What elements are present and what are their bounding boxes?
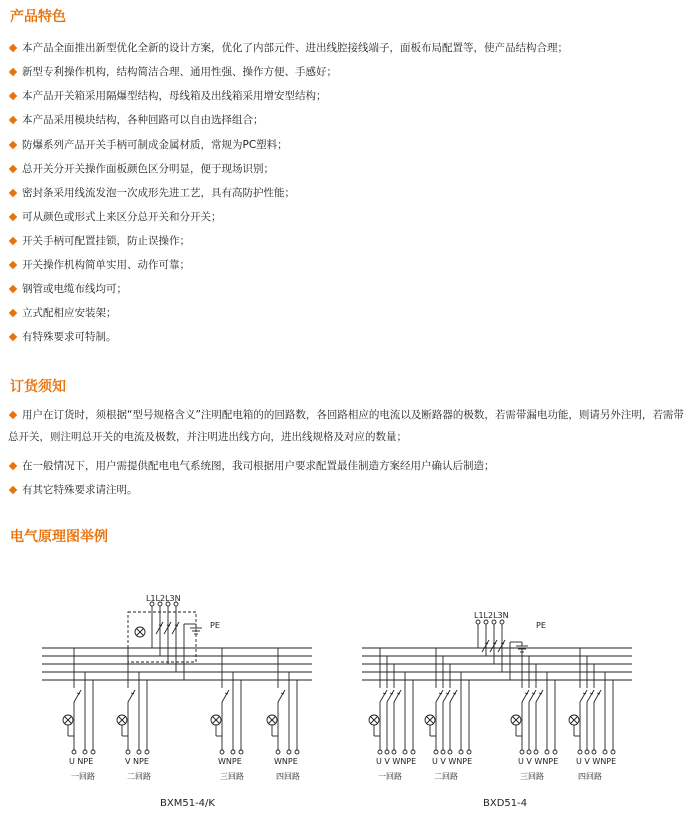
- feature-item: 钢管或电缆布线均可；: [8, 278, 694, 300]
- switch-blade: [594, 690, 601, 702]
- terminal-icon: [592, 750, 596, 754]
- terminal-icon: [385, 750, 389, 754]
- terminal-icon: [434, 750, 438, 754]
- diamond-bullet-icon: [9, 212, 17, 220]
- circuit-name: 三回路: [520, 772, 544, 781]
- feature-item: 开关操作机构简单实用、动作可靠；: [8, 254, 694, 276]
- diamond-bullet-icon: [9, 115, 17, 123]
- terminal-icon: [500, 620, 504, 624]
- terminal-icon: [91, 750, 95, 754]
- terminal-icon: [220, 750, 224, 754]
- model-label-right: BXD51-4: [483, 798, 528, 809]
- terminal-icon: [553, 750, 557, 754]
- terminal-icon: [476, 620, 480, 624]
- terminal-icon: [239, 750, 243, 754]
- terminal-icon: [411, 750, 415, 754]
- terminal-icon: [484, 620, 488, 624]
- diamond-bullet-icon: [9, 410, 17, 418]
- feature-item: 立式配相应安装架；: [8, 302, 694, 324]
- diamond-bullet-icon: [9, 91, 17, 99]
- terminal-icon: [287, 750, 291, 754]
- circuit-name: 二回路: [434, 772, 458, 781]
- feature-item: 开关手柄可配置挂锁，防止误操作；: [8, 230, 694, 252]
- switch-blade: [164, 622, 171, 634]
- switch-blade: [450, 690, 457, 702]
- model-label-left: BXM51-4/K: [160, 798, 215, 809]
- switch-blade: [156, 622, 163, 634]
- main-terminals-label-right: L1L2L3N: [474, 611, 509, 620]
- terminal-labels: U V WNPE: [376, 757, 417, 766]
- circuit-name: 二回路: [127, 772, 151, 781]
- feature-item: 密封条采用线流发泡一次成形先进工艺，具有高防护性能；: [8, 182, 694, 204]
- terminal-icon: [83, 750, 87, 754]
- terminal-labels: U V WNPE: [432, 757, 473, 766]
- diamond-bullet-icon: [9, 461, 17, 469]
- switch-blade: [74, 690, 81, 702]
- terminal-icon: [545, 750, 549, 754]
- main-terminals-label-left: L1L2L3N: [146, 594, 181, 603]
- diamond-bullet-icon: [9, 67, 17, 75]
- feature-item: 新型专利操作机构，结构简洁合理、通用性强、操作方便、手感好；: [8, 61, 694, 83]
- switch-blade: [490, 640, 497, 652]
- terminal-icon: [403, 750, 407, 754]
- switch-blade: [498, 640, 505, 652]
- switch-blade: [580, 690, 587, 702]
- diamond-bullet-icon: [9, 43, 17, 51]
- terminal-labels: U V WNPE: [576, 757, 617, 766]
- terminal-icon: [585, 750, 589, 754]
- feature-item: 有特殊要求可特制。: [8, 326, 694, 348]
- pe-label-left: PE: [210, 621, 220, 630]
- terminal-icon: [459, 750, 463, 754]
- terminal-icon: [520, 750, 524, 754]
- circuit-name: 三回路: [220, 772, 244, 781]
- terminal-icon: [448, 750, 452, 754]
- terminal-icon: [126, 750, 130, 754]
- diamond-bullet-icon: [9, 308, 17, 316]
- ordering-item: 有其它特殊要求请注明。: [8, 479, 694, 501]
- terminal-icon: [527, 750, 531, 754]
- terminal-labels: U V WNPE: [518, 757, 559, 766]
- switch-blade: [278, 690, 285, 702]
- ordering-title: 订货须知: [10, 379, 66, 395]
- switch-blade: [522, 690, 529, 702]
- switch-blade: [387, 690, 394, 702]
- circuit-name: 一回路: [71, 772, 95, 781]
- terminal-icon: [137, 750, 141, 754]
- terminal-icon: [392, 750, 396, 754]
- terminal-icon: [145, 750, 149, 754]
- terminal-icon: [378, 750, 382, 754]
- terminal-labels: WNPE: [274, 757, 298, 766]
- ordering-item: 用户在订货时，须根据“型号规格含义”注明配电箱的的回路数，各回路相应的电流以及断路器的极数，若需带漏电功能，则请另外注明，若需带总开关，则注明总开关的电流及极数，并注明进出线方向，进出线规格及对应的数量；: [8, 409, 684, 443]
- feature-item: 防爆系列产品开关手柄可制成金属材质，常规为PC塑料；: [8, 134, 694, 156]
- terminal-icon: [578, 750, 582, 754]
- diamond-bullet-icon: [9, 332, 17, 340]
- diagram-bxm51-4k: [42, 602, 312, 754]
- diamond-bullet-icon: [9, 284, 17, 292]
- terminal-icon: [467, 750, 471, 754]
- terminal-icon: [534, 750, 538, 754]
- circuit-name: 四回路: [276, 772, 300, 781]
- circuit-name: 一回路: [378, 772, 402, 781]
- terminal-icon: [295, 750, 299, 754]
- diagram-bxd51-4: [362, 620, 632, 754]
- switch-blade: [529, 690, 536, 702]
- feature-item: 本产品开关箱采用隔爆型结构，母线箱及出线箱采用增安型结构；: [8, 85, 694, 107]
- diamond-bullet-icon: [9, 188, 17, 196]
- terminal-labels: V NPE: [125, 757, 149, 766]
- diagrams-title: 电气原理图举例: [10, 529, 108, 545]
- switch-blade: [536, 690, 543, 702]
- diamond-bullet-icon: [9, 485, 17, 493]
- pe-label-right: PE: [536, 621, 546, 630]
- terminal-icon: [603, 750, 607, 754]
- terminal-icon: [492, 620, 496, 624]
- terminal-labels: U NPE: [69, 757, 94, 766]
- feature-item: 总开关分开关操作面板颜色区分明显，便于现场识别；: [8, 158, 694, 180]
- terminal-icon: [276, 750, 280, 754]
- feature-item: 可从颜色或形式上来区分总开关和分开关；: [8, 206, 694, 228]
- switch-blade: [443, 690, 450, 702]
- ordering-item: 在一般情况下，用户需提供配电电气系统图，我司根据用户要求配置最佳制造方案经用户确认后制造；: [8, 455, 694, 477]
- switch-blade: [436, 690, 443, 702]
- feature-item: 本产品全面推出新型优化全新的设计方案，优化了内部元件、进出线腔接线端子，面板布局配置等，使产品结构合理；: [8, 37, 694, 59]
- feature-item: 本产品采用模块结构，各种回路可以自由选择组合；: [8, 109, 694, 131]
- switch-blade: [482, 640, 489, 652]
- switch-blade: [222, 690, 229, 702]
- switch-blade: [172, 622, 179, 634]
- diamond-bullet-icon: [9, 236, 17, 244]
- terminal-icon: [72, 750, 76, 754]
- circuit-name: 四回路: [578, 772, 602, 781]
- switch-blade: [380, 690, 387, 702]
- terminal-labels: WNPE: [218, 757, 242, 766]
- diamond-bullet-icon: [9, 260, 17, 268]
- terminal-icon: [611, 750, 615, 754]
- electrical-diagrams: [0, 560, 700, 819]
- switch-blade: [128, 690, 135, 702]
- diamond-bullet-icon: [9, 140, 17, 148]
- terminal-icon: [441, 750, 445, 754]
- switch-blade: [587, 690, 594, 702]
- features-title: 产品特色: [10, 9, 66, 25]
- terminal-icon: [231, 750, 235, 754]
- switch-blade: [394, 690, 401, 702]
- diamond-bullet-icon: [9, 164, 17, 172]
